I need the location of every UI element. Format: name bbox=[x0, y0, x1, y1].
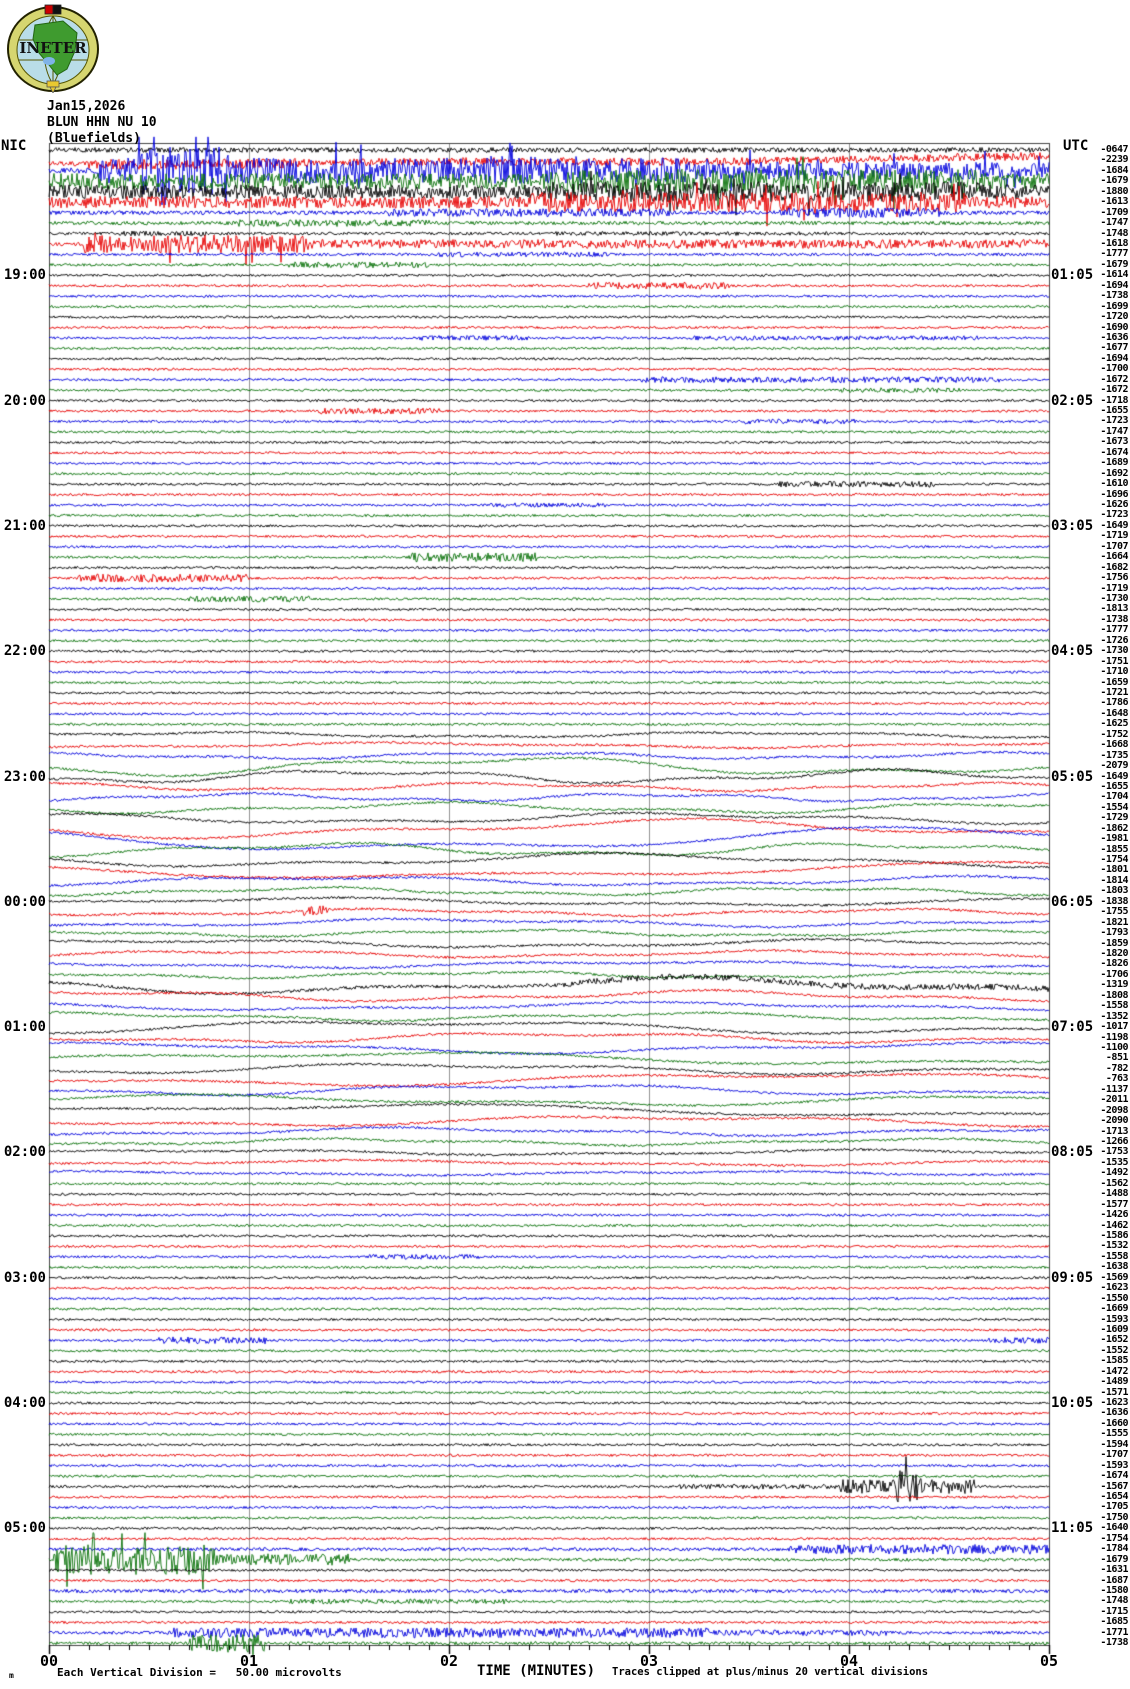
trace-bias-value: -1567 bbox=[1100, 1480, 1128, 1492]
x-axis-tick-label: 04 bbox=[839, 1652, 859, 1670]
local-timezone-label: NIC bbox=[1, 138, 27, 154]
trace-bias-value: -1682 bbox=[1100, 561, 1128, 573]
trace-bias-value: -1674 bbox=[1100, 1470, 1128, 1482]
trace-bias-value: -1721 bbox=[1100, 686, 1128, 698]
utc-timezone-label: UTC bbox=[1063, 138, 1089, 154]
trace-bias-value: -1723 bbox=[1100, 415, 1128, 427]
trace-bias-value: -2090 bbox=[1100, 1115, 1128, 1127]
trace-bias-value: -1672 bbox=[1100, 373, 1128, 385]
x-axis-tick-label: 02 bbox=[439, 1652, 459, 1670]
hour-label-utc: 07:05 bbox=[1051, 1019, 1094, 1036]
hour-label-local: 01:00 bbox=[3, 1019, 46, 1036]
tiny-corner-glyph: m bbox=[9, 1671, 14, 1680]
trace-bias-value: -1692 bbox=[1100, 467, 1128, 479]
trace-bias-value: -1550 bbox=[1100, 1292, 1128, 1304]
trace-bias-value: -1558 bbox=[1100, 1250, 1128, 1262]
station-name: (Bluefields) bbox=[47, 131, 141, 146]
x-axis-tick-label: 03 bbox=[639, 1652, 659, 1670]
trace-bias-value: -1472 bbox=[1100, 1365, 1128, 1377]
trace-bias-value: -1710 bbox=[1100, 666, 1128, 678]
x-axis-tick-label: 00 bbox=[39, 1652, 59, 1670]
hour-label-local: 21:00 bbox=[3, 517, 46, 534]
trace-bias-value: -1718 bbox=[1100, 394, 1128, 406]
trace-bias-value: -1266 bbox=[1100, 1135, 1128, 1147]
hour-label-local: 22:00 bbox=[3, 643, 46, 660]
trace-bias-value: -1704 bbox=[1100, 791, 1128, 803]
hour-label-utc: 10:05 bbox=[1051, 1395, 1094, 1412]
trace-bias-value: -1685 bbox=[1100, 1616, 1128, 1628]
trace-bias-value: -1735 bbox=[1100, 749, 1128, 761]
hour-label-utc: 11:05 bbox=[1051, 1520, 1094, 1537]
hour-label-local: 05:00 bbox=[3, 1520, 46, 1537]
trace-bias-value: -1618 bbox=[1100, 237, 1128, 249]
trace-bias-value: -1614 bbox=[1100, 269, 1128, 281]
trace-bias-value: -1738 bbox=[1100, 290, 1128, 302]
trace-bias-value: -1660 bbox=[1100, 1417, 1128, 1429]
trace-bias-value: -1820 bbox=[1100, 948, 1128, 960]
trace-bias-value: -1756 bbox=[1100, 572, 1128, 584]
trace-bias-value: -1690 bbox=[1100, 321, 1128, 333]
trace-bias-value: -1684 bbox=[1100, 164, 1128, 176]
trace-bias-value: -1672 bbox=[1100, 384, 1128, 396]
hour-label-local: 04:00 bbox=[3, 1395, 46, 1412]
trace-bias-value: -1426 bbox=[1100, 1209, 1128, 1221]
trace-bias-value: -1694 bbox=[1100, 352, 1128, 364]
hour-label-local: 20:00 bbox=[3, 392, 46, 409]
hour-label-local: 02:00 bbox=[3, 1144, 46, 1161]
trace-bias-value: -1554 bbox=[1100, 801, 1128, 813]
trace-bias-value: -1748 bbox=[1100, 1595, 1128, 1607]
trace-bias-value: -1814 bbox=[1100, 874, 1128, 886]
trace-bias-value: -1838 bbox=[1100, 895, 1128, 907]
trace-bias-value: -1659 bbox=[1100, 676, 1128, 688]
trace-bias-value: -1700 bbox=[1100, 363, 1128, 375]
trace-bias-value: -2098 bbox=[1100, 1104, 1128, 1116]
trace-bias-value: -1750 bbox=[1100, 1511, 1128, 1523]
trace-bias-value: -1862 bbox=[1100, 822, 1128, 834]
trace-bias-value: -1738 bbox=[1100, 1637, 1128, 1649]
trace-bias-value: -1777 bbox=[1100, 248, 1128, 260]
clip-note: Traces clipped at plus/minus 20 vertical divisions bbox=[612, 1666, 929, 1678]
trace-bias-value: -1709 bbox=[1100, 206, 1128, 218]
hour-label-utc: 01:05 bbox=[1051, 267, 1094, 284]
hour-label-utc: 05:05 bbox=[1051, 768, 1094, 785]
trace-bias-value: -1625 bbox=[1100, 718, 1128, 730]
trace-bias-value: -1654 bbox=[1100, 1491, 1128, 1503]
trace-bias-value: -2239 bbox=[1100, 154, 1128, 166]
trace-bias-value: -1655 bbox=[1100, 780, 1128, 792]
trace-bias-value: -1981 bbox=[1100, 833, 1128, 845]
hour-label-utc: 04:05 bbox=[1051, 643, 1094, 660]
hour-label-local: 23:00 bbox=[3, 768, 46, 785]
trace-bias-value: -1730 bbox=[1100, 645, 1128, 657]
trace-bias-value: -1755 bbox=[1100, 906, 1128, 918]
trace-bias-value: -1552 bbox=[1100, 1344, 1128, 1356]
trace-bias-value: -851 bbox=[1105, 1052, 1128, 1064]
trace-bias-value: -1532 bbox=[1100, 1240, 1128, 1252]
trace-bias-value: -1730 bbox=[1100, 593, 1128, 604]
trace-bias-value: -1638 bbox=[1100, 1261, 1128, 1273]
trace-bias-value: -1569 bbox=[1100, 1271, 1128, 1283]
trace-bias-value: -1803 bbox=[1100, 885, 1128, 897]
hour-label-local: 19:00 bbox=[3, 267, 46, 284]
trace-bias-value: -1352 bbox=[1100, 1010, 1128, 1022]
trace-bias-value: -1707 bbox=[1100, 540, 1128, 552]
trace-bias-value: -1813 bbox=[1100, 603, 1128, 615]
plot-date: Jan15,2026 bbox=[47, 99, 126, 114]
trace-bias-value: -1777 bbox=[1100, 624, 1128, 636]
trace-bias-value: -1580 bbox=[1100, 1584, 1128, 1596]
trace-bias-value: -1673 bbox=[1100, 436, 1128, 448]
trace-bias-value: -1623 bbox=[1100, 1282, 1128, 1294]
trace-bias-value: -1668 bbox=[1100, 739, 1128, 751]
trace-bias-value: -1748 bbox=[1100, 227, 1128, 239]
trace-bias-value: -1593 bbox=[1100, 1459, 1128, 1471]
trace-bias-value: -1707 bbox=[1100, 1449, 1128, 1461]
trace-bias-value: -1784 bbox=[1100, 1543, 1128, 1555]
trace-bias-value: -1754 bbox=[1100, 1532, 1128, 1544]
trace-bias-value: -1687 bbox=[1100, 1574, 1128, 1586]
hour-label-utc: 03:05 bbox=[1051, 517, 1094, 534]
trace-bias-value: -1535 bbox=[1100, 1156, 1128, 1168]
trace-bias-value: -1649 bbox=[1100, 519, 1128, 531]
trace-bias-value: -1652 bbox=[1100, 1334, 1128, 1346]
trace-bias-value: -1562 bbox=[1100, 1177, 1128, 1189]
trace-bias-value: -1751 bbox=[1100, 655, 1128, 667]
trace-bias-value: -1694 bbox=[1100, 279, 1128, 291]
trace-bias-value: -1723 bbox=[1100, 509, 1128, 521]
trace-bias-value: -1586 bbox=[1100, 1229, 1128, 1241]
trace-bias-value: -1880 bbox=[1100, 185, 1128, 197]
trace-bias-value: -2011 bbox=[1100, 1094, 1128, 1106]
trace-bias-value: -1719 bbox=[1100, 530, 1128, 542]
trace-bias-value: -1715 bbox=[1100, 1605, 1128, 1617]
trace-bias-value: -1801 bbox=[1100, 864, 1128, 876]
trace-bias-value: -1488 bbox=[1100, 1188, 1128, 1200]
trace-bias-value: -1636 bbox=[1100, 331, 1128, 343]
ineter-logo bbox=[5, 3, 101, 93]
hour-label-local: 00:00 bbox=[3, 893, 46, 910]
trace-bias-value: -782 bbox=[1105, 1062, 1128, 1074]
trace-bias-value: -1720 bbox=[1100, 311, 1128, 323]
trace-bias-value: -1738 bbox=[1100, 613, 1128, 625]
trace-bias-value: -1826 bbox=[1100, 958, 1128, 970]
trace-bias-value: -1747 bbox=[1100, 425, 1128, 437]
trace-bias-value: -1754 bbox=[1100, 854, 1128, 866]
trace-bias-value: -1706 bbox=[1100, 968, 1128, 980]
trace-bias-value: -763 bbox=[1105, 1073, 1128, 1085]
vertical-division-note: Each Vertical Division = 50.00 microvolts bbox=[57, 1666, 342, 1679]
trace-bias-value: -1786 bbox=[1100, 697, 1128, 709]
trace-bias-value: -1648 bbox=[1100, 707, 1128, 719]
trace-bias-value: -1793 bbox=[1100, 927, 1128, 939]
trace-bias-value: -1609 bbox=[1100, 1323, 1128, 1335]
x-axis-tick-label: 05 bbox=[1039, 1652, 1059, 1670]
trace-bias-value: -1558 bbox=[1100, 1000, 1128, 1012]
trace-bias-value: -1771 bbox=[1100, 1626, 1128, 1638]
trace-bias-value: -1594 bbox=[1100, 1438, 1128, 1450]
trace-bias-value: -1726 bbox=[1100, 634, 1128, 646]
trace-bias-value: -1623 bbox=[1100, 1397, 1128, 1409]
trace-bias-value: -1319 bbox=[1100, 979, 1128, 991]
trace-bias-value: -1610 bbox=[1100, 478, 1128, 490]
ineter-logo-text: INETER bbox=[19, 39, 87, 57]
x-axis-title: TIME (MINUTES) bbox=[477, 1663, 596, 1679]
trace-bias-value: -1669 bbox=[1100, 1303, 1128, 1315]
trace-bias-value: -1100 bbox=[1100, 1042, 1128, 1053]
trace-bias-value: -1585 bbox=[1100, 1355, 1128, 1367]
trace-bias-value: -1655 bbox=[1100, 405, 1128, 417]
hour-label-utc: 09:05 bbox=[1051, 1269, 1094, 1286]
trace-bias-value: -1821 bbox=[1100, 916, 1128, 928]
trace-bias-value: -1613 bbox=[1100, 196, 1128, 208]
trace-bias-value: -1689 bbox=[1100, 457, 1128, 469]
trace-bias-value: -0647 bbox=[1100, 144, 1128, 155]
trace-bias-value: -1577 bbox=[1100, 1198, 1128, 1210]
trace-bias-value: -1593 bbox=[1100, 1313, 1128, 1325]
trace-bias-value: -1859 bbox=[1100, 937, 1128, 949]
trace-bias-value: -1640 bbox=[1100, 1522, 1128, 1534]
trace-bias-value: -1626 bbox=[1100, 499, 1128, 511]
trace-bias-value: -1752 bbox=[1100, 728, 1128, 740]
trace-bias-value: -1808 bbox=[1100, 989, 1128, 1001]
trace-bias-value: -1571 bbox=[1100, 1386, 1128, 1398]
hour-label-utc: 06:05 bbox=[1051, 893, 1094, 910]
x-axis-tick-label: 01 bbox=[239, 1652, 259, 1670]
trace-bias-value: -1198 bbox=[1100, 1031, 1128, 1043]
trace-bias-value: -1137 bbox=[1100, 1083, 1128, 1095]
trace-bias-value: -1696 bbox=[1100, 488, 1128, 500]
hour-label-local: 03:00 bbox=[3, 1269, 46, 1286]
trace-bias-value: -1679 bbox=[1100, 1553, 1128, 1565]
trace-bias-value: -1555 bbox=[1100, 1428, 1128, 1440]
trace-bias-value: -1679 bbox=[1100, 258, 1128, 270]
trace-bias-value: -1855 bbox=[1100, 843, 1128, 855]
trace-bias-value: -1679 bbox=[1100, 175, 1128, 187]
trace-bias-value: -1674 bbox=[1100, 446, 1128, 458]
trace-bias-value: -1677 bbox=[1100, 342, 1128, 354]
trace-bias-value: -1492 bbox=[1100, 1167, 1128, 1179]
trace-bias-value: -1705 bbox=[1100, 1501, 1128, 1513]
trace-bias-value: -1713 bbox=[1100, 1125, 1128, 1137]
trace-bias-value: -1462 bbox=[1100, 1219, 1128, 1231]
trace-bias-value: -1489 bbox=[1100, 1376, 1128, 1388]
station-code: BLUN HHN NU 10 bbox=[47, 115, 157, 130]
trace-bias-value: -1664 bbox=[1100, 551, 1128, 563]
hour-label-utc: 08:05 bbox=[1051, 1144, 1094, 1161]
trace-bias-value: -1699 bbox=[1100, 300, 1128, 312]
trace-bias-value: -1649 bbox=[1100, 770, 1128, 782]
trace-bias-value: -1729 bbox=[1100, 812, 1128, 824]
trace-bias-value: -1017 bbox=[1100, 1021, 1128, 1033]
trace-bias-value: -1636 bbox=[1100, 1407, 1128, 1419]
trace-bias-value: -1719 bbox=[1100, 582, 1128, 594]
trace-bias-value: -1631 bbox=[1100, 1564, 1128, 1576]
trace-bias-value: -2079 bbox=[1100, 760, 1128, 772]
trace-bias-value: -1747 bbox=[1100, 217, 1128, 229]
hour-label-utc: 02:05 bbox=[1051, 392, 1094, 409]
trace-bias-value: -1753 bbox=[1100, 1146, 1128, 1158]
